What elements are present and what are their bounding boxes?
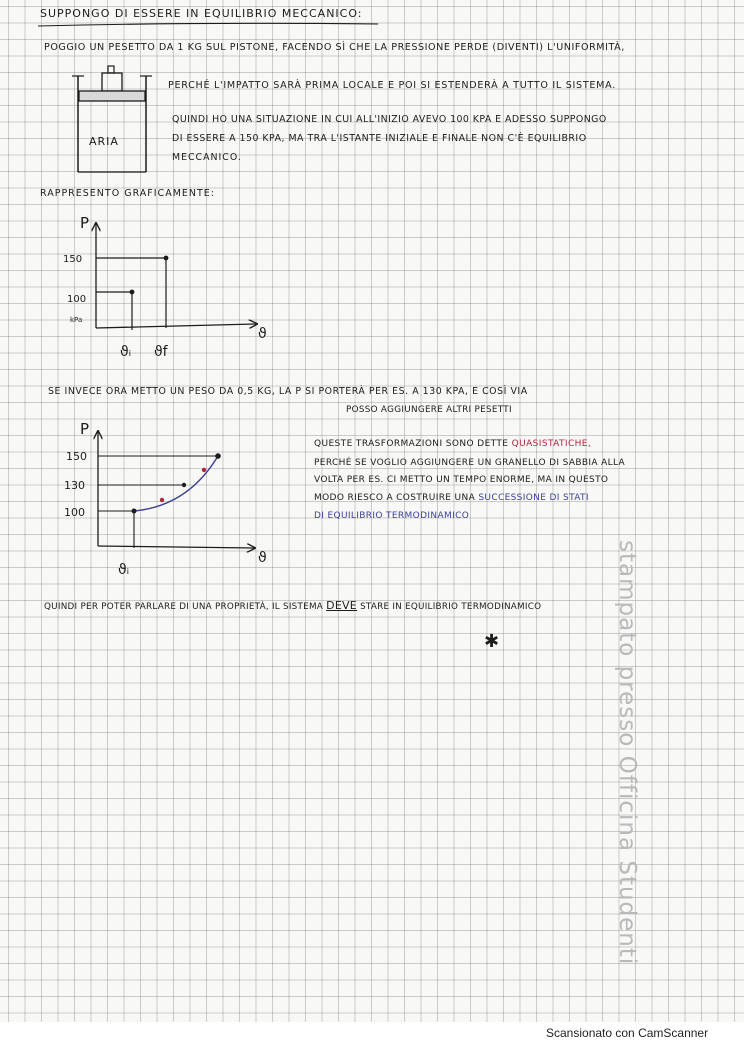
quasistatic-line-2: PERCHÉ SE VOGLIO AGGIUNGERE UN GRANELLO DI SABBIA ALLA: [314, 458, 626, 468]
conclusion-emphasis: DEVE: [326, 599, 358, 612]
graph-1-tick-unit: kPa: [70, 316, 83, 324]
scanner-footer-text: Scansionato con CamScanner: [546, 1026, 709, 1040]
end-mark: ✱: [484, 631, 501, 652]
graph-1-v-label: ϑ: [258, 326, 267, 342]
quasistatic-line-4-text: MODO RIESCO A COSTRUIRE UNA: [314, 493, 476, 503]
graph-1-vi-label: ϑᵢ: [120, 344, 132, 360]
print-shop-watermark: stampato presso Officina Studenti: [614, 540, 640, 966]
notes-line-4: DI ESSERE A 150 KPA, MA TRA L'ISTANTE INIZIALE E FINALE NON C'È EQUILIBRIO: [172, 133, 587, 144]
graph-2-state-mid-b: [202, 468, 206, 472]
graph-2-x-axis: [98, 546, 254, 548]
graph-2-tick-150: 150: [66, 450, 87, 463]
graph-1-tick-100: 100: [67, 294, 87, 305]
graph-2: [58, 418, 278, 578]
notes-line-7: POSSO AGGIUNGERE ALTRI PESETTI: [346, 405, 512, 415]
graph-1: [60, 212, 280, 362]
graph-1-vf-label: ϑf: [154, 344, 168, 360]
graph-2-p-label: P: [80, 420, 90, 438]
conclusion-part-1: QUINDI PER POTER PARLARE DI UNA PROPRIETÀ, IL SISTEMA: [44, 602, 324, 612]
quasistatic-blue-2: DI EQUILIBRIO TERMODINAMICO: [314, 511, 470, 521]
notes-line-2: PERCHÉ L'IMPATTO SARÀ PRIMA LOCALE E POI SI ESTENDERÀ A TUTTO IL SISTEMA.: [168, 80, 616, 91]
graph-2-tick-100: 100: [64, 506, 85, 519]
notes-line-1: POGGIO UN PESETTO DA 1 KG SUL PISTONE, FACENDO SÌ CHE LA PRESSIONE PERDE (DIVENTI) L'UNIFORMITÀ,: [44, 42, 625, 53]
quasistatic-line-3: VOLTA PER ES. CI METTO UN TEMPO ENORME, MA IN QUESTO: [314, 475, 609, 485]
graph-2-quasistatic-curve: [134, 456, 218, 511]
graph-2-state-100: [132, 509, 137, 514]
graph-1-state-final: [164, 256, 169, 261]
quasistatic-intro: QUESTE TRASFORMAZIONI SONO DETTE: [314, 439, 509, 449]
piston-diagram: [70, 62, 160, 172]
quasistatic-line-1: [314, 436, 591, 453]
graph-2-vi-label: ϑᵢ: [118, 562, 130, 578]
graph-2-state-mid-a: [160, 498, 164, 502]
conclusion-part-3: STARE IN EQUILIBRIO TERMODINAMICO: [360, 602, 542, 612]
graph-1-state-initial: [130, 290, 135, 295]
graph-2-tick-130: 130: [64, 479, 85, 492]
graph-2-v-label: ϑ: [258, 550, 267, 566]
title-underline: [0, 0, 744, 30]
notes-line-3: QUINDI HO UNA SITUAZIONE IN CUI ALL'INIZIO AVEVO 100 KPA E ADESSO SUPPONGO: [172, 114, 607, 125]
notes-line-5: MECCANICO.: [172, 152, 242, 163]
graph-1-tick-150: 150: [63, 254, 83, 265]
quasistatic-line-4: [314, 490, 589, 507]
graph-2-state-150: [215, 453, 221, 459]
piston-gas-label: ARIA: [89, 135, 119, 148]
graph-2-state-130: [182, 483, 186, 487]
conclusion-line: [44, 598, 541, 616]
quasistatic-term: QUASISTATICHE,: [511, 439, 592, 449]
quasistatic-blue-1: SUCCESSIONE DI STATI: [478, 493, 589, 503]
graph-heading: RAPPRESENTO GRAFICAMENTE:: [40, 188, 216, 199]
notes-title: SUPPONGO DI ESSERE IN EQUILIBRIO MECCANICO:: [40, 7, 363, 20]
graph-1-x-axis: [96, 324, 256, 328]
notes-line-6: SE INVECE ORA METTO UN PESO DA 0,5 KG, LA P SI PORTERÀ PER ES. A 130 KPA, E COSÌ VIA: [48, 386, 528, 397]
graph-1-p-label: P: [80, 214, 90, 232]
